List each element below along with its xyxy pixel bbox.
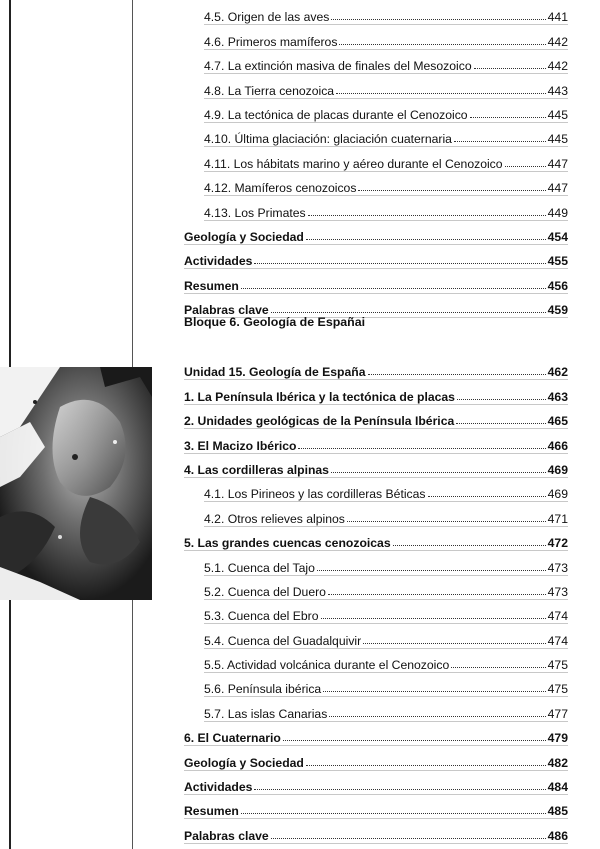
dot-leader: [317, 570, 546, 571]
toc-entry: [184, 599, 568, 623]
toc-entry-page: 482: [547, 755, 568, 770]
toc-entry-title: Geología y Sociedad: [184, 755, 304, 770]
toc-entry-title: Unidad 15. Geología de España: [184, 365, 366, 380]
toc-entry-page: 463: [547, 389, 568, 404]
toc-entry-title: 5.4. Cuenca del Guadalquivir: [204, 633, 362, 648]
toc-entry: [184, 501, 568, 525]
toc-entry-title: 5.1. Cuenca del Tajo: [204, 560, 315, 575]
toc-entry-page: 456: [547, 278, 568, 293]
toc-entry: [184, 623, 568, 647]
dot-leader: [456, 423, 545, 424]
dot-leader: [308, 215, 546, 216]
toc-entry: [184, 146, 568, 170]
toc-entry: [184, 721, 568, 745]
toc-entry-page: 479: [547, 731, 568, 746]
toc-entry-page: 473: [547, 560, 568, 575]
toc-entry-title: 5.2. Cuenca del Duero: [204, 584, 326, 599]
dot-leader: [321, 618, 546, 619]
dot-leader: [336, 93, 546, 94]
margin-line-lower: [132, 600, 133, 849]
dot-leader: [457, 399, 546, 400]
dot-leader: [283, 740, 546, 741]
toc-entry: [184, 49, 568, 73]
toc-entry-page: 454: [547, 229, 568, 244]
dot-leader: [451, 667, 545, 668]
toc-entry-title: Palabras clave: [184, 828, 269, 843]
toc-entry: [184, 268, 568, 292]
dot-leader: [363, 643, 545, 644]
toc-entry-page: 469: [547, 462, 568, 477]
toc-entry-page: 471: [547, 511, 568, 526]
toc-entry-title: 4.8. La Tierra cenozoica: [204, 83, 335, 98]
toc-entry-page: 449: [547, 205, 568, 220]
toc-entry-title: 4.10. Última glaciación: glaciación cuaternaria: [204, 132, 452, 147]
toc-entry: [184, 0, 568, 24]
dot-leader: [271, 312, 546, 313]
toc-entry-title: 5.7. Las islas Canarias: [204, 706, 328, 721]
toc-entry-title: 4.13. Los Primates: [204, 205, 306, 220]
dot-leader: [454, 141, 546, 142]
toc-entry-page: 469: [547, 487, 568, 502]
toc-entry-title: 2. Unidades geológicas de la Península Ibérica: [184, 414, 455, 429]
toc-entry-page: 474: [547, 633, 568, 648]
toc-entry-title: 3. El Macizo Ibérico: [184, 438, 297, 453]
dot-leader: [323, 691, 545, 692]
toc-entry-page: 462: [547, 365, 568, 380]
toc-entry-title: 5.5. Actividad volcánica durante el Cenozoico: [204, 658, 450, 673]
toc-entry: [184, 24, 568, 48]
toc-entry-title: Resumen: [184, 804, 239, 819]
toc-entry: [184, 73, 568, 97]
toc-entry-page: 441: [547, 10, 568, 25]
toc-entry-page: 474: [547, 609, 568, 624]
toc-entry: [184, 171, 568, 195]
toc-entry-page: 447: [547, 181, 568, 196]
dot-leader: [470, 117, 546, 118]
dot-leader: [339, 44, 545, 45]
chapter-photo: [0, 367, 152, 600]
toc-entry-title: 4. Las cordilleras alpinas: [184, 462, 329, 477]
toc-entry-page: 445: [547, 107, 568, 122]
toc-entry: [184, 404, 568, 428]
dot-leader: [241, 288, 546, 289]
toc-entry-title: 4.9. La tectónica de placas durante el Cenozoico: [204, 107, 468, 122]
dot-leader: [241, 813, 546, 814]
dot-leader: [328, 594, 546, 595]
toc-entry: [184, 98, 568, 122]
dot-leader: [254, 789, 545, 790]
geology-photo-illustration: [0, 367, 152, 600]
toc-entry-title: 6. El Cuaternario: [184, 731, 281, 746]
dot-leader: [254, 263, 545, 264]
toc-entry-page: 442: [547, 59, 568, 74]
toc-entry: [184, 477, 568, 501]
dot-leader: [347, 521, 546, 522]
toc-entry-page: 475: [547, 682, 568, 697]
toc-entry-title: 4.5. Origen de las aves: [204, 10, 330, 25]
dot-leader: [306, 239, 546, 240]
dot-leader: [358, 190, 545, 191]
toc-entry: [184, 550, 568, 574]
toc-entry-title: 4.12. Mamíferos cenozoicos: [204, 181, 357, 196]
toc-entry: [184, 122, 568, 146]
dot-leader: [329, 716, 545, 717]
toc-entry-page: 443: [547, 83, 568, 98]
toc-entry-page: 475: [547, 658, 568, 673]
toc-entry: [184, 672, 568, 696]
toc-entry: [184, 453, 568, 477]
toc-entry-title: 5.3. Cuenca del Ebro: [204, 609, 319, 624]
toc-entry: [184, 220, 568, 244]
toc-entry-title: 4.2. Otros relieves alpinos: [204, 511, 345, 526]
toc-entry: [184, 696, 568, 720]
dot-leader: [298, 448, 545, 449]
toc-entry-page: 473: [547, 584, 568, 599]
toc-entry-title: 5. Las grandes cuencas cenozoicas: [184, 536, 391, 551]
toc-entry: [184, 195, 568, 219]
toc-entry-title: Actividades: [184, 780, 253, 795]
toc-entry: [184, 648, 568, 672]
toc-entry-page: 485: [547, 804, 568, 819]
toc-section-bottom: [184, 355, 568, 843]
toc-entry-title: Resumen: [184, 278, 239, 293]
toc-section-top: [184, 0, 568, 317]
toc-entry: [184, 428, 568, 452]
toc-entry-page: 472: [547, 536, 568, 551]
dot-leader: [331, 19, 545, 20]
toc-entry-title: 4.7. La extinción masiva de finales del Mesozoico: [204, 59, 472, 74]
toc-entry: [184, 575, 568, 599]
toc-entry: [184, 355, 568, 379]
toc-entry-page: 466: [547, 438, 568, 453]
toc-entry-title: Geología y Sociedad: [184, 229, 304, 244]
toc-entry-page: 445: [547, 132, 568, 147]
toc-entry: [184, 526, 568, 550]
toc-entry: [184, 770, 568, 794]
toc-entry-page: 477: [547, 706, 568, 721]
block-heading: Bloque 6. Geología de Españai: [184, 315, 366, 329]
toc-entry: [184, 244, 568, 268]
toc-entry: [184, 818, 568, 842]
toc-entry-title: 1. La Península Ibérica y la tectónica de placas: [184, 389, 455, 404]
toc-entry-title: 4.6. Primeros mamíferos: [204, 34, 338, 49]
dot-leader: [271, 838, 546, 839]
toc-entry: [184, 794, 568, 818]
toc-entry-page: 465: [547, 414, 568, 429]
toc-entry-page: 486: [547, 828, 568, 843]
margin-line-upper: [132, 0, 133, 367]
toc-entry-page: 442: [547, 34, 568, 49]
toc-entry-title: Palabras clave: [184, 303, 269, 318]
dot-leader: [428, 496, 546, 497]
dot-leader: [306, 765, 546, 766]
dot-leader: [474, 68, 546, 69]
dot-leader: [368, 374, 546, 375]
toc-entry-title: 5.6. Península ibérica: [204, 682, 322, 697]
dot-leader: [505, 166, 546, 167]
toc-entry-page: 459: [547, 303, 568, 318]
dot-leader: [393, 545, 546, 546]
toc-entry: [184, 379, 568, 403]
toc-entry-title: 4.11. Los hábitats marino y aéreo durante el Cenozoico: [204, 156, 503, 171]
toc-entry-page: 455: [547, 254, 568, 269]
toc-entry: [184, 293, 568, 317]
toc-entry-title: Actividades: [184, 254, 253, 269]
toc-entry-title: 4.1. Los Pirineos y las cordilleras Béticas: [204, 487, 426, 502]
toc-entry: [184, 745, 568, 769]
toc-entry-page: 484: [547, 780, 568, 795]
dot-leader: [331, 472, 546, 473]
toc-entry-page: 447: [547, 156, 568, 171]
